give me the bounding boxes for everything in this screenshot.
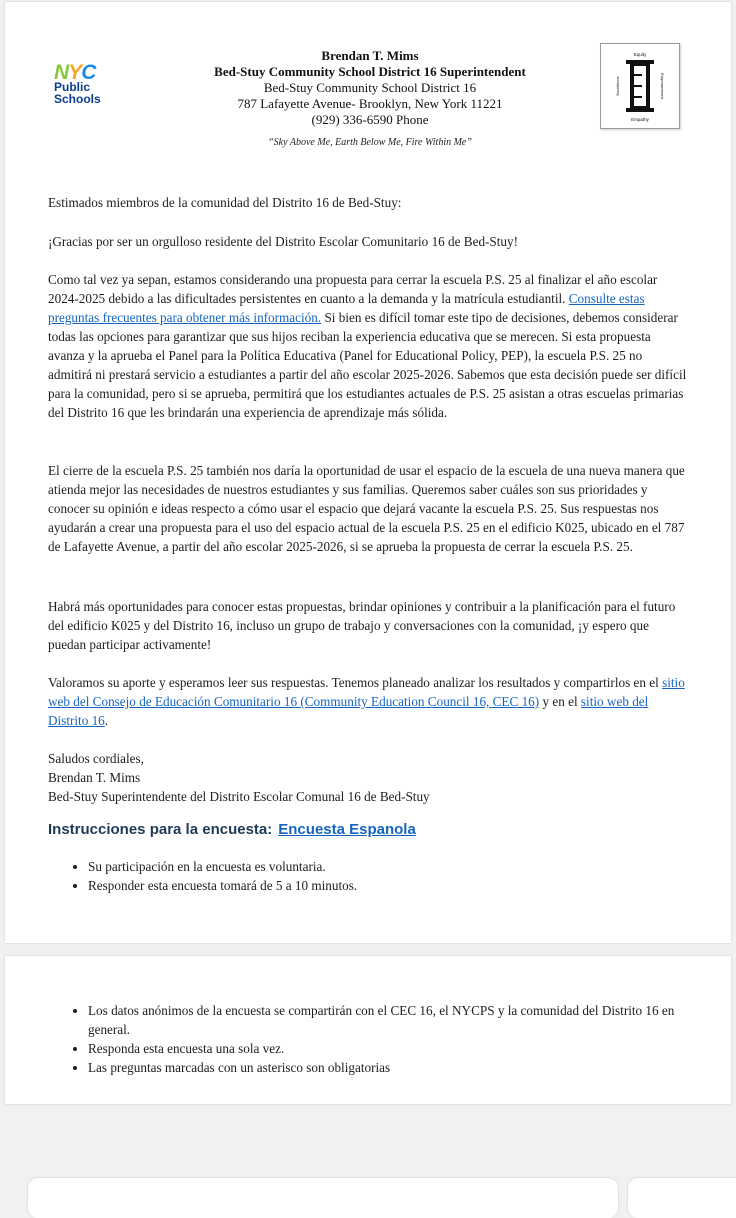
district-address: 787 Lafayette Avenue- Brooklyn, New York 11221 (237, 96, 503, 111)
list-item: • Su participación en la encuesta es voluntaria. (88, 857, 688, 876)
survey-link[interactable]: Encuesta Espanola (278, 821, 416, 838)
cec16-website-link[interactable]: sitio web del Consejo de Educación Comunitario 16 (Community Education Council 16, CEC 16) (48, 675, 685, 709)
letter-paragraph-4: Valoramos su aporte y esperamos leer sus respuestas. Tenemos planeado analizar los resultados y compartirlos en el sitio web del Consejo de Educación Comunitario 16 (Community Education Council 16, CEC 16) y en el sitio web del Distrito 16. (48, 675, 685, 728)
superintendent-name: Brendan T. Mims (321, 48, 419, 63)
svg-text:Empathy: Empathy (631, 117, 649, 122)
letter-paragraph-2: El cierre de la escuela P.S. 25 también nos daría la oportunidad de usar el espacio de la escuela de una nueva manera que atienda mejor las necesidades de nuestros estudiantes y sus familias. Queremos saber cuáles son sus prioridades y conocer su opinión e ideas respecto a cómo usar el espacio que dejará vacante la escuela P.S. 25. Sus respuestas nos ayudarán a crear una propuesta para el uso del espacio actual de la escuela P.S. 25 en el edificio K025, ubicado en el 787 de Lafayette Avenue, a partir del año escolar 2025-2026, si se aprueba la propuesta de cerrar la escuela P.S. 25. (48, 463, 685, 554)
letterhead (160, 48, 580, 128)
list-item: • Responda esta encuesta una sola vez. (88, 1039, 678, 1058)
svg-text:Equity: Equity (633, 52, 647, 57)
letter-thanks: ¡Gracias por ser un orgulloso residente del Distrito Escolar Comunitario 16 de Bed-Stuy! (48, 234, 519, 249)
svg-text:Empowerment: Empowerment (660, 73, 665, 99)
signer-title: Bed-Stuy Superintendente del Distrito Escolar Comunal 16 de Bed-Stuy (48, 789, 430, 804)
signer-name: Brendan T. Mims (48, 770, 141, 785)
svg-text:Excellence: Excellence (615, 76, 620, 96)
district-motto: “Sky Above Me, Earth Below Me, Fire Within Me” (268, 137, 472, 148)
closing: Saludos cordiales, (48, 751, 144, 766)
instructions-list-1 (66, 857, 688, 895)
letter-paragraph-3: Habrá más oportunidades para conocer estas propuestas, brindar opiniones y contribuir a la planificación para el futuro del edificio K025 y del Distrito 16, incluso un grupo de trabajo y conversaciones con la comunidad, ¡y espero que puedan participar activamente! (48, 599, 676, 652)
district-phone: (929) 336-6590 Phone (311, 112, 429, 127)
nyc-public-schools-logo: NYC Public Schools (54, 61, 101, 106)
instructions-list-2 (66, 1001, 678, 1077)
district-name: Bed-Stuy Community School District 16 (263, 80, 477, 95)
emblem-icon (601, 44, 679, 128)
next-card (28, 1178, 618, 1218)
letter-signature (48, 749, 688, 806)
faq-link[interactable]: Consulte estas preguntas frecuentes para obtener más información. (48, 291, 645, 325)
district-emblem (600, 43, 680, 129)
superintendent-title: Bed-Stuy Community School District 16 Superintendent (214, 64, 526, 79)
list-item: • Los datos anónimos de la encuesta se compartirán con el CEC 16, el NYCPS y la comunidad del Distrito 16 en general. (88, 1001, 678, 1039)
list-item: • Responder esta encuesta tomará de 5 a 10 minutos. (88, 876, 688, 895)
letter-paragraph-1: Como tal vez ya sepan, estamos considerando una propuesta para cerrar la escuela P.S. 25 al finalizar el año escolar 2024-2025 debido a las dificultades persistentes en cuanto a la demanda y la matrícula estudiantil. Consulte estas preguntas frecuentes para obtener más información. Si bien es difícil tomar este tipo de decisiones, debemos considerar todas las opciones para garantizar que sus hijos reciban la experiencia educativa que se merecen. Si esta propuesta avanza y la aprueba el Panel para la Política Educativa (Panel for Educational Policy, PEP), la escuela P.S. 25 no admitirá ni prestará servicio a estudiantes a partir del año escolar 2025-2026. Sabemos que esta decisión puede ser difícil para la comunidad, pero si se aprueba, permitirá que los estudiantes actuales de P.S. 25 asistan a otras escuelas primarias del Distrito 16 que les brindarán una experiencia de aprendizaje más sólida. (48, 272, 687, 420)
next-card-side (628, 1178, 736, 1218)
list-item: • Las preguntas marcadas con un asterisco son obligatorias (88, 1058, 678, 1077)
district16-website-link[interactable]: sitio web del Distrito 16 (48, 694, 649, 728)
letter-greeting: Estimados miembros de la comunidad del Distrito 16 de Bed-Stuy: (48, 195, 402, 210)
instructions-heading: Instrucciones para la encuesta: Encuesta Espanola (48, 821, 416, 838)
